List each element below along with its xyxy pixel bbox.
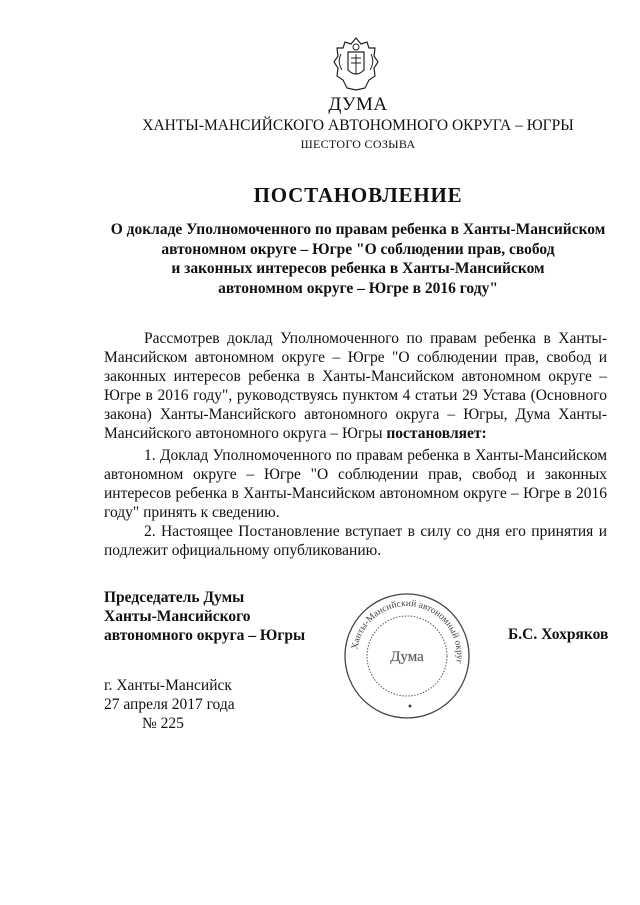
- seal-center-text: Дума: [390, 649, 424, 665]
- region-name: ХАНТЫ-МАНСИЙСКОГО АВТОНОМНОГО ОКРУГА – ЮГРЫ: [142, 117, 574, 134]
- document-footer: [104, 676, 235, 733]
- subject-line: О докладе Уполномоченного по правам ребенка в Ханты-Мансийском: [110, 221, 606, 238]
- parliament-name: ДУМА: [328, 94, 388, 115]
- resolves-word: постановляет:: [386, 425, 487, 442]
- signatory-title-line: автономного округа – Югры: [104, 627, 306, 644]
- signatory-title-line: Ханты-Мансийского: [104, 608, 251, 625]
- signatory-title-line: Председатель Думы: [104, 589, 245, 606]
- preamble-paragraph: [104, 329, 607, 443]
- document-number: № 225: [142, 715, 184, 732]
- convocation: ШЕСТОГО СОЗЫВА: [300, 137, 416, 151]
- place-of-issue: г. Ханты-Мансийск: [104, 677, 232, 694]
- issue-date: 27 апреля 2017 года: [104, 696, 235, 713]
- document-subject: [110, 220, 606, 298]
- coat-of-arms-icon: [331, 36, 381, 92]
- seal-ring-text: Ханты-Мансийский автономный округ: [350, 598, 465, 665]
- preamble-text: Рассмотрев доклад Уполномоченного по правам ребенка в Ханты-Мансийском автономном округе – Югре "О соблюдении прав, свобод и законных интересов ребенка в Ханты-Мансийском автономном округе – Югре в 2016 году", руководствуясь пунктом 4 статьи 29 Устава (Основного закона) Ханты-Мансийского автономного округа – Югры, Дума Ханты-Мансийского автономного округа – Югры: [104, 330, 607, 442]
- subject-line: автономном округе – Югре в 2016 году": [218, 279, 498, 297]
- document-type-title: ПОСТАНОВЛЕНИЕ: [253, 183, 463, 207]
- subject-line: автономном округе – Югре "О соблюдении прав, свобод: [161, 240, 555, 258]
- subject-line: и законных интересов ребенка в Ханты-Мансийском: [171, 260, 545, 277]
- signatory-name: Б.С. Хохряков: [508, 626, 609, 643]
- signatory-title: [104, 588, 305, 645]
- resolution-item-1: 1. Доклад Уполномоченного по правам ребенка в Ханты-Мансийском автономном округе – Югре "О соблюдении прав, свобод и законных интересов ребенка в Ханты-Мансийском автономном округе – Югре в 2016 году" принять к сведению.: [104, 447, 607, 521]
- official-seal: [342, 591, 472, 721]
- resolution-item-2: 2. Настоящее Постановление вступает в силу со дня его принятия и подлежит официальному опубликованию.: [104, 523, 607, 559]
